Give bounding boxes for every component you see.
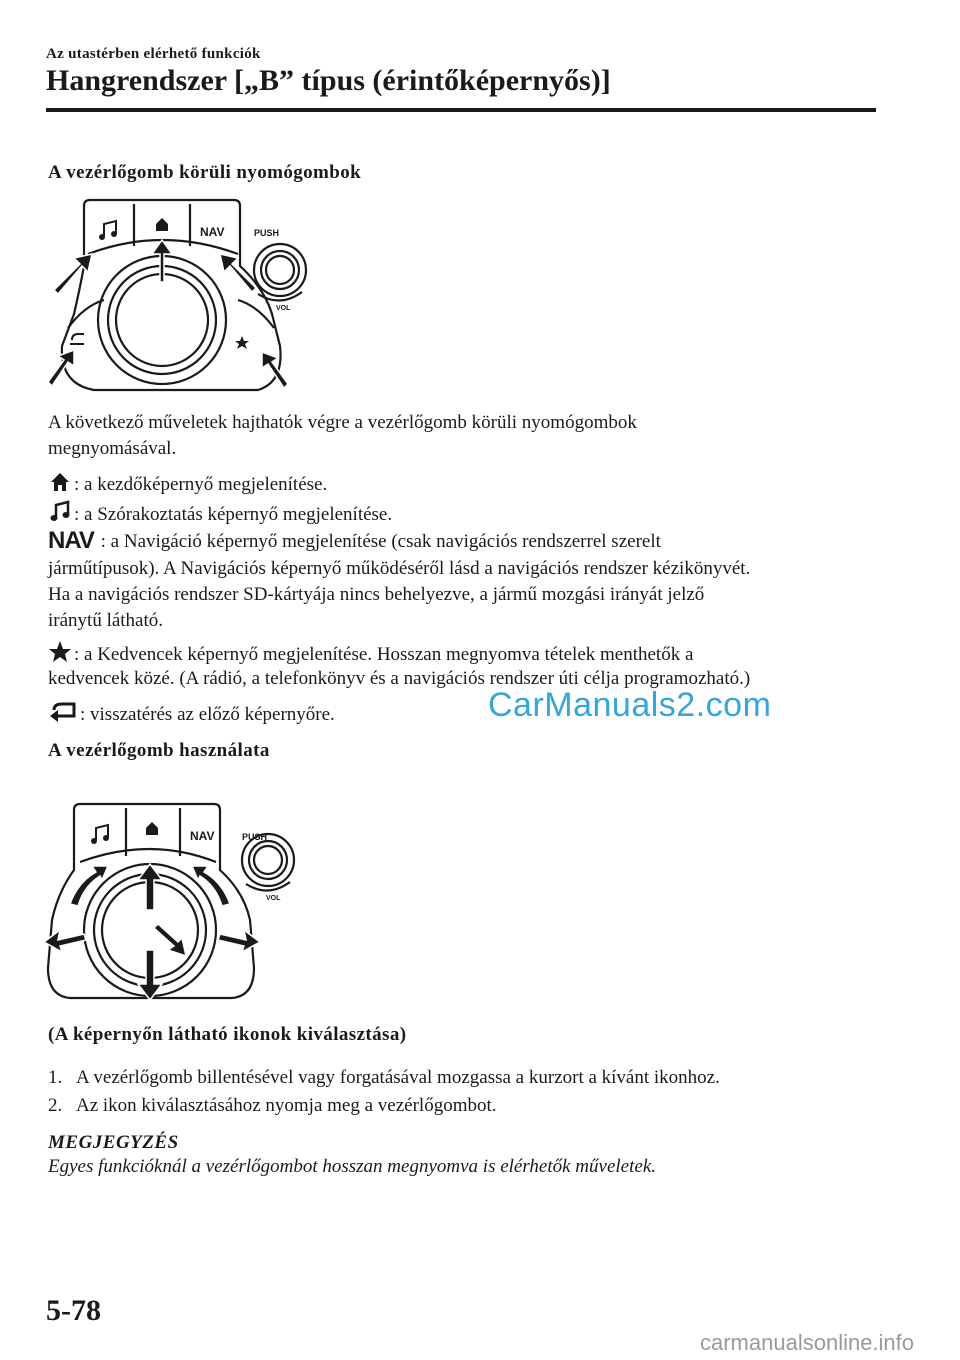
section-heading-usage: A vezérlőgomb használata (48, 740, 270, 761)
intro-line-2: megnyomásával. (48, 438, 177, 459)
section-label: Az utastérben elérhető funkciók (46, 46, 261, 62)
figure-nav-label: NAV (190, 829, 215, 843)
list-item-nav-cont-3: iránytű látható. (48, 610, 164, 631)
select-icons-subheading: (A képernyőn látható ikonok kiválasztása) (48, 1024, 407, 1045)
figure-push-label: PUSH (242, 832, 268, 842)
figure-vol-label: VOL (276, 305, 291, 312)
step-1 (48, 1064, 878, 1091)
title-rule (46, 108, 876, 112)
nav-icon: NAV (48, 527, 94, 554)
list-item-star-cont-1: kedvencek közé. (A rádió, a telefonkönyv és a navigációs rendszer úti célja programozható.) (48, 668, 751, 689)
list-item-text: : a Szórakoztatás képernyő megjelenítése. (74, 504, 393, 525)
step-text: Az ikon kiválasztásához nyomja meg a vezérlőgombot. (76, 1095, 497, 1116)
intro-line-1: A következő műveletek hajthatók végre a vezérlőgomb körüli nyomógombok (48, 412, 637, 433)
list-item-text: : visszatérés az előző képernyőre. (80, 704, 335, 725)
list-item-nav-cont-1: járműtípusok). A Navigációs képernyő működéséről lásd a navigációs rendszer kézikönyvét. (48, 558, 751, 579)
list-item-home (48, 470, 878, 498)
figure-push-label: PUSH (254, 228, 280, 238)
commander-usage-figure (44, 800, 306, 1004)
list-item-nav (48, 528, 878, 555)
list-item-text: : a Kedvencek képernyő megjelenítése. Hosszan megnyomva tételek menthetők a (74, 644, 694, 665)
step-2 (48, 1092, 878, 1119)
watermark-carmanuals: CarManuals2.com (488, 686, 772, 724)
step-text: A vezérlőgomb billentésével vagy forgatásával mozgassa a kurzort a kívánt ikonhoz. (76, 1067, 720, 1088)
commander-buttons-figure (44, 196, 316, 396)
list-item-text: : a kezdőképernyő megjelenítése. (74, 474, 328, 495)
page-number: 5-78 (46, 1294, 101, 1327)
star-icon (48, 640, 72, 664)
figure-vol-label: VOL (266, 895, 281, 902)
footer-site: carmanualsonline.info (700, 1330, 915, 1355)
home-icon (48, 470, 72, 494)
step-number: 2. (48, 1095, 63, 1116)
page-title: Hangrendszer [„B” típus (érintőképernyős)] (46, 64, 611, 97)
note-title: MEGJEGYZÉS (48, 1132, 179, 1153)
note-text: Egyes funkcióknál a vezérlőgombot hosszan megnyomva is elérhetők műveletek. (48, 1156, 656, 1177)
back-icon (48, 700, 78, 724)
list-item-nav-cont-2: Ha a navigációs rendszer SD-kártyája nincs behelyezve, a jármű mozgási irányát jelző (48, 584, 705, 605)
figure-nav-label: NAV (200, 225, 225, 239)
list-item-text: : a Navigáció képernyő megjelenítése (csak navigációs rendszerrel szerelt (100, 531, 661, 552)
music-note-icon (48, 500, 72, 524)
list-item-star (48, 640, 878, 668)
section-heading-buttons: A vezérlőgomb körüli nyomógombok (48, 162, 362, 183)
list-item-music (48, 500, 878, 528)
step-number: 1. (48, 1067, 63, 1088)
